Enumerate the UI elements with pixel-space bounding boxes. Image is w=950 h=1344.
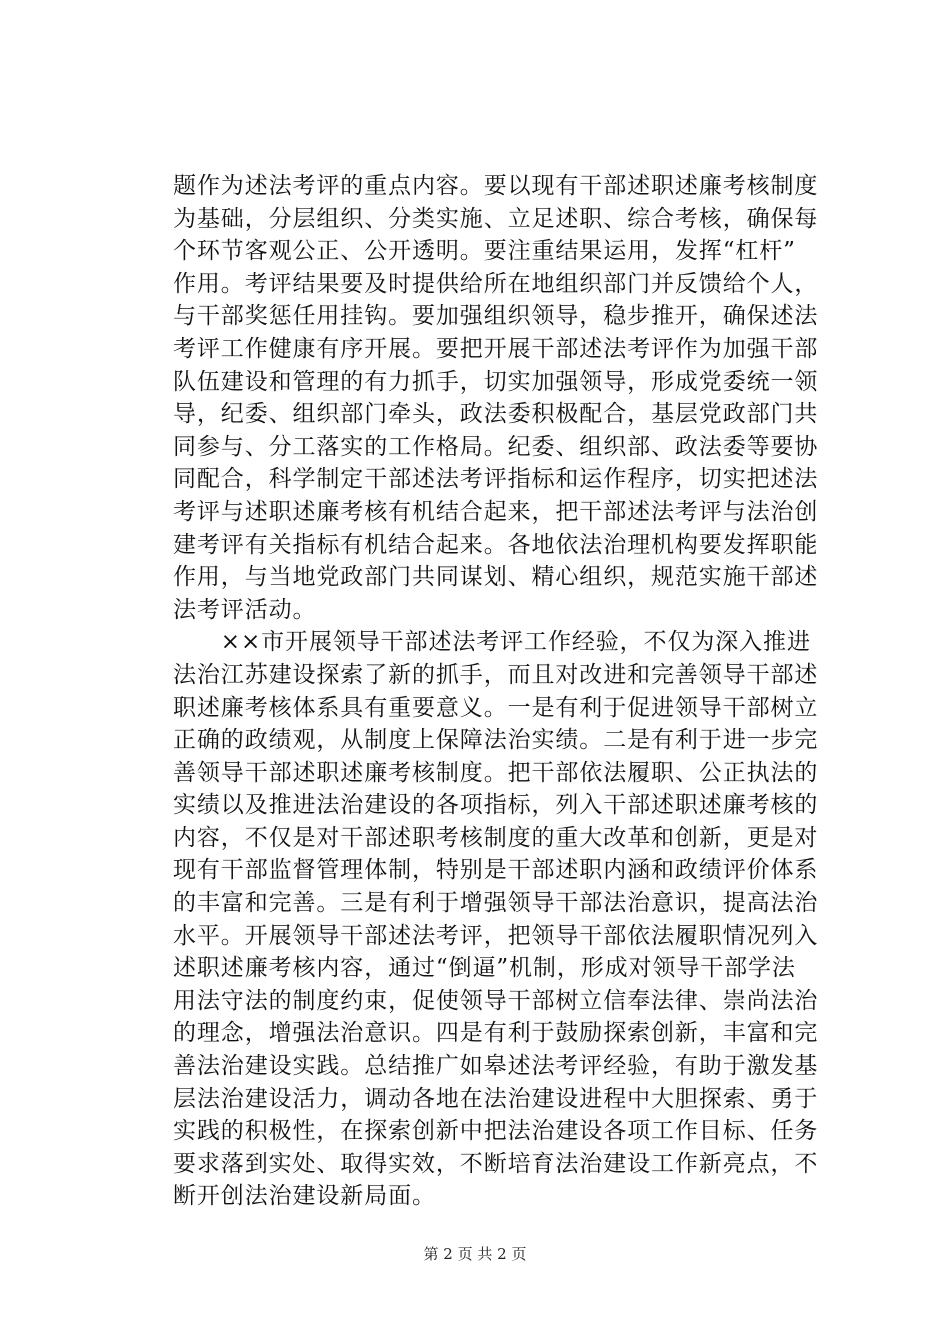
text-line: 作用，与当地党政部门共同谋划、精心组织，规范实施干部述 <box>173 564 819 591</box>
text-line: 层法治建设活力，调动各地在法治建设进程中大胆探索、勇于 <box>173 1085 819 1112</box>
text-line: 正确的政绩观，从制度上保障法治实绩。二是有利于进一步完 <box>173 727 819 754</box>
text-line: 作用。考评结果要及时提供给所在地组织部门并反馈给个人， <box>173 270 819 297</box>
text-line: 法治江苏建设探索了新的抓手，而且对改进和完善领导干部述 <box>173 661 819 688</box>
text-line: 实绩以及推进法治建设的各项指标，列入干部述职述廉考核的 <box>173 792 819 819</box>
text-line: 与干部奖惩任用挂钩。要加强组织领导，稳步推开，确保述法 <box>173 303 819 330</box>
text-line: 建考评有关指标有机结合起来。各地依法治理机构要发挥职能 <box>173 531 819 558</box>
text-line: 要求落到实处、取得实效，不断培育法治建设工作新亮点，不 <box>173 1150 819 1177</box>
text-line: 个环节客观公正、公开透明。要注重结果运用，发挥“杠杆” <box>173 238 796 265</box>
text-line: 同配合，科学制定干部述法考评指标和运作程序，切实把述法 <box>173 466 819 493</box>
text-line: 断开创法治建设新局面。 <box>173 1183 436 1210</box>
page-number: 第 2 页 共 2 页 <box>423 1245 527 1263</box>
body-text <box>173 170 833 1213</box>
text-line: 队伍建设和管理的有力抓手，切实加强领导，形成党委统一领 <box>173 368 819 395</box>
text-line: 的丰富和完善。三是有利于增强领导干部法治意识，提高法治 <box>173 890 819 917</box>
text-line: 导，纪委、组织部门牵头，政法委积极配合，基层党政部门共 <box>173 401 819 428</box>
text-line: 实践的积极性，在探索创新中把法治建设各项工作目标、任务 <box>173 1118 819 1145</box>
text-line: 水平。开展领导干部述法考评，把领导干部依法履职情况列入 <box>173 922 819 949</box>
text-line: 现有干部监督管理体制，特别是干部述职内涵和政绩评价体系 <box>173 857 819 884</box>
text-line: 考评工作健康有序开展。要把开展干部述法考评作为加强干部 <box>173 335 819 362</box>
text-line: 的理念，增强法治意识。四是有利于鼓励探索创新，丰富和完 <box>173 1020 819 1047</box>
text-line: 述职述廉考核内容，通过“倒逼”机制，形成对领导干部学法 <box>173 955 796 982</box>
text-line: 善领导干部述职述廉考核制度。把干部依法履职、公正执法的 <box>173 759 819 786</box>
text-line: 职述廉考核体系具有重要意义。一是有利于促进领导干部树立 <box>173 694 819 721</box>
text-line: 同参与、分工落实的工作格局。纪委、组织部、政法委等要协 <box>173 433 819 460</box>
text-line: ××市开展领导干部述法考评工作经验，不仅为深入推进 <box>173 629 811 656</box>
text-line: 善法治建设实践。总结推广如皋述法考评经验，有助于激发基 <box>173 1053 819 1080</box>
text-line: 用法守法的制度约束，促使领导干部树立信奉法律、崇尚法治 <box>173 987 819 1014</box>
text-line: 内容，不仅是对干部述职考核制度的重大改革和创新，更是对 <box>173 824 819 851</box>
text-line: 法考评活动。 <box>173 596 317 623</box>
text-line: 为基础，分层组织、分类实施、立足述职、综合考核，确保每 <box>173 205 819 232</box>
text-line: 考评与述职述廉考核有机结合起来，把干部述法考评与法治创 <box>173 498 819 525</box>
text-line: 题作为述法考评的重点内容。要以现有干部述职述廉考核制度 <box>173 173 819 199</box>
